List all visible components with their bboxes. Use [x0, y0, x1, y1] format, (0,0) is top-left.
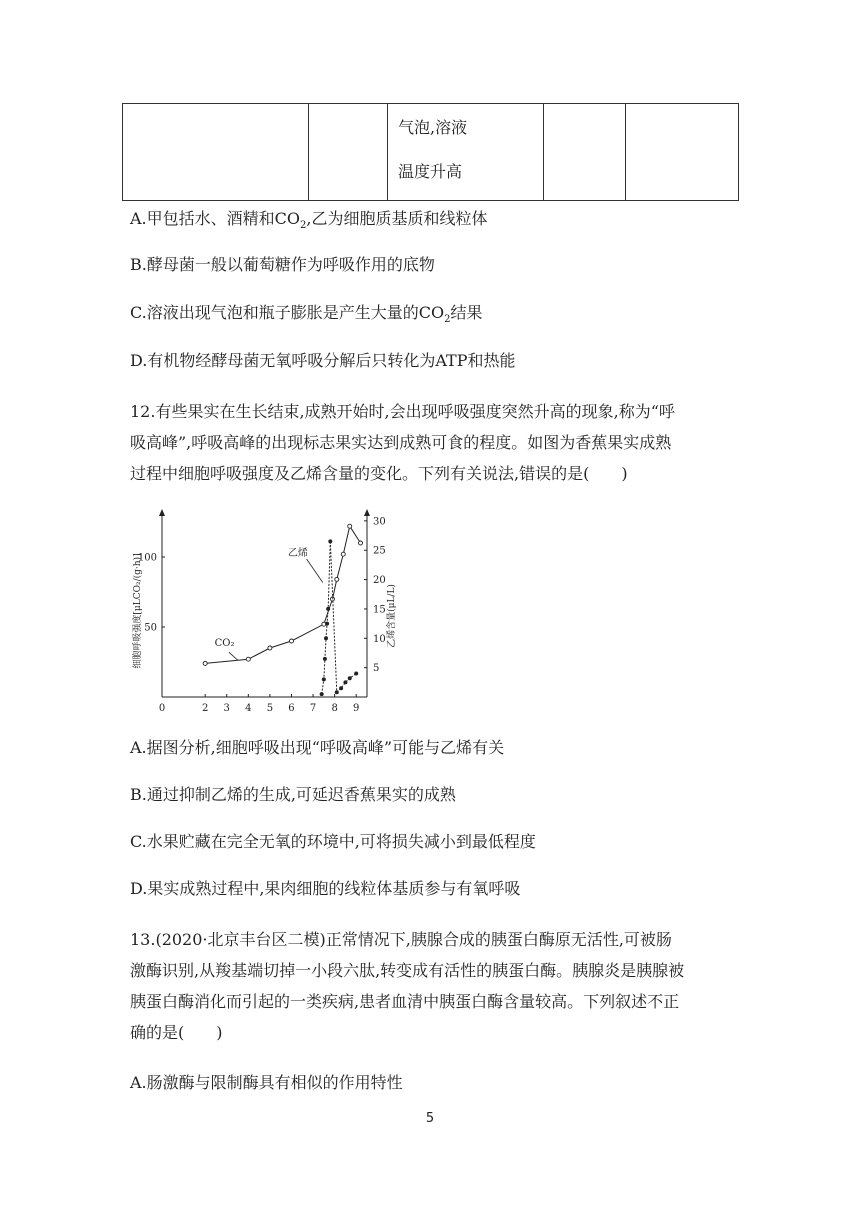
x-tick-label: 4: [245, 703, 252, 714]
y-right-tick-label: 25: [373, 545, 386, 557]
ethylene-line-drop: [330, 541, 336, 692]
table-cell-observation: [388, 104, 544, 201]
x-tick-label: 7: [309, 703, 317, 714]
ethylene-point: [328, 539, 332, 543]
ethylene-point: [322, 677, 326, 681]
q12-stem: [130, 396, 730, 489]
ethylene-point: [324, 636, 328, 640]
x-tick-label: 6: [288, 703, 295, 714]
y-right-tick-label: 5: [373, 663, 380, 675]
ethylene-point: [323, 657, 327, 661]
q13-line-4: 确的是( ): [130, 1023, 223, 1042]
ethylene-series-label: 乙烯: [287, 548, 308, 560]
ethylene-point: [320, 692, 324, 696]
chart-series: [203, 524, 362, 696]
answer-table-fragment: [122, 103, 739, 201]
ethylene-point: [326, 607, 330, 611]
y-right-tick-label: 20: [373, 575, 386, 587]
y-right-tick-label: 10: [373, 633, 386, 645]
q13-option-a: A.肠激酶与限制酶具有相似的作用特性: [130, 1073, 403, 1092]
q11-option-b: B.酵母菌一般以葡萄糖作为呼吸作用的底物: [130, 255, 435, 274]
q12-option-c: C.水果贮藏在完全无氧的环境中,可将损失减小到最低程度: [130, 832, 536, 851]
chart-axes: [159, 509, 370, 697]
x-tick-label: 9: [353, 703, 360, 714]
co2-point: [203, 661, 207, 665]
ethylene-point: [348, 676, 352, 680]
co2-point: [341, 552, 345, 556]
table-cell: [544, 104, 626, 201]
y-axis-left-arrow: [159, 509, 165, 516]
co2-point: [335, 577, 339, 581]
table-cell: [626, 104, 739, 201]
ethylene-label-leader: [307, 559, 323, 582]
q12-option-b: B.通过抑制乙烯的生成,可延迟香蕉果实的成熟: [130, 785, 456, 804]
ethylene-point: [354, 672, 358, 676]
cell-text-1: 气泡,溶液: [398, 118, 468, 137]
chart-ticks: [138, 516, 386, 714]
q12-line-1: 12.有些果实在生长结束,成熟开始时,会出现呼吸强度突然升高的现象,称为“呼: [130, 402, 675, 421]
q12-line-3: 过程中细胞呼吸强度及乙烯含量的变化。下列有关说法,错误的是( ): [130, 464, 628, 483]
q12-option-a: A.据图分析,细胞呼吸出现“呼吸高峰”可能与乙烯有关: [130, 738, 505, 757]
co2-label-leader: [229, 652, 238, 660]
table-cell: [123, 104, 309, 201]
ethylene-point: [325, 622, 329, 626]
x-tick-label: 3: [223, 703, 230, 714]
co2-point: [246, 657, 250, 661]
co2-point: [348, 524, 352, 528]
banana-respiration-chart: [120, 505, 410, 720]
cell-text-2: 温度升高: [398, 162, 463, 181]
y-left-tick-label: 100: [137, 552, 157, 564]
y-left-tick-label: 50: [144, 622, 157, 634]
ethylene-point: [335, 690, 339, 694]
y-axis-right-arrow: [364, 509, 370, 516]
q11-option-d: D.有机物经酵母菌无氧呼吸分解后只转化为ATP和热能: [130, 351, 516, 370]
q11-option-a: A.甲包括水、酒精和$CO_2$,乙为细胞质基质和线粒体: [130, 209, 488, 232]
q12-line-2: 吸高峰”,呼吸高峰的出现标志果实达到成熟可食的程度。如图为香蕉果实成熟: [130, 433, 672, 452]
co2-point: [359, 541, 363, 545]
q13-stem: [130, 924, 730, 1048]
y-axis-left-label: 细胞呼吸强度[μLCO₂/(g·h)]: [133, 553, 143, 669]
ethylene-point: [339, 686, 343, 690]
q11-option-c: C.溶液出现气泡和瓶子膨胀是产生大量的$CO_2$结果: [130, 303, 483, 326]
q13-line-1: 13.(2020·北京丰台区二模)正常情况下,胰腺合成的胰蛋白酶原无活性,可被肠: [130, 930, 672, 949]
y-right-tick-label: 30: [373, 516, 386, 528]
q12-option-d: D.果实成熟过程中,果肉细胞的线粒体基质参与有氧呼吸: [130, 879, 521, 898]
x-tick-label: 8: [331, 703, 338, 714]
chart-labels: [131, 546, 397, 669]
co2-point: [289, 639, 293, 643]
x-tick-label: 2: [201, 703, 209, 714]
y-axis-right-label: 乙烯含量(μL/L): [387, 584, 397, 648]
page-number: 5: [425, 1111, 435, 1126]
table-cell: [309, 104, 388, 201]
ethylene-point: [343, 680, 347, 684]
q13-line-2: 激酶识别,从羧基端切掉一小段六肽,转变成有活性的胰蛋白酶。胰腺炎是胰腺被: [130, 961, 685, 980]
y-right-tick-label: 15: [373, 604, 386, 616]
q13-line-3: 胰蛋白酶消化而引起的一类疾病,患者血清中胰蛋白酶含量较高。下列叙述不正: [130, 992, 680, 1011]
x-tick-label: 5: [266, 703, 274, 714]
co2-series-label: CO₂: [214, 638, 235, 650]
co2-point: [268, 646, 272, 650]
x-tick-label: 0: [158, 703, 166, 714]
